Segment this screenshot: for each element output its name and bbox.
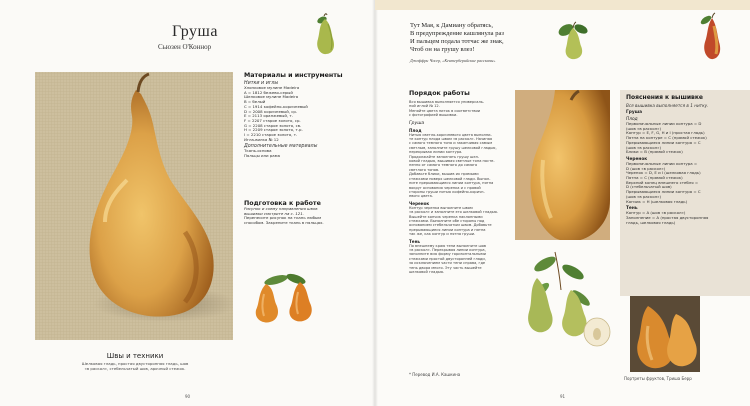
epigraph	[410, 22, 560, 63]
poem-line: Чтоб он на грушу влез!	[410, 46, 475, 53]
page-title: Груша	[172, 23, 218, 40]
shadow-line: за исключением части тени справа, где	[409, 261, 486, 266]
extra-line: Ткань-основа	[244, 148, 272, 154]
thread-line: Игла-вилка № 12	[244, 136, 279, 142]
prep-line: вышивки смотрите на с. 121.	[244, 210, 304, 216]
materials-heading: Материалы и инструменты	[244, 72, 343, 79]
work-order-intro	[409, 100, 507, 118]
key-group-title: Груша	[626, 110, 643, 115]
intro-line: Вся вышивка выполняется универсаль-	[409, 100, 485, 104]
key-group-lines	[626, 162, 744, 204]
fruit-line: Продолжайте заполнять грушу шел-	[409, 154, 480, 159]
fruit-line: Добавьте блики, вышив их прямыми	[409, 172, 479, 177]
key-line: Первоначальные линии контура =	[626, 160, 698, 166]
stitches-text	[40, 362, 230, 372]
fruit-line: ковой гладью, вышивая светлые тона посте-	[409, 159, 495, 164]
key-line: Пятна = C (прямой стежок)	[626, 175, 683, 181]
thread-line: F = 2207 старое золото, ср.	[244, 117, 301, 123]
fruit-portrait-photo	[630, 296, 700, 372]
pear-detail-photo	[515, 90, 610, 240]
preparation-section	[244, 200, 356, 226]
key-line: Первоначальные линии контура = D	[626, 121, 702, 126]
fruit-line: вокруг основания черенка и с правой	[409, 185, 481, 190]
key-group-title: Черенок	[626, 156, 648, 162]
stem-line: стежками. Выполните обе стороны под	[409, 218, 485, 223]
threads-heading: Нитки и иглы	[244, 81, 279, 86]
page-number-right: 91	[560, 394, 566, 399]
embroidered-pear-photo	[35, 72, 233, 340]
key-line: (шов «в раскол»)	[626, 144, 662, 150]
thread-line: D = 2008 коричневый, ср.	[244, 108, 298, 114]
key-line: Пятна на контуре = C (прямой стежок)	[626, 135, 707, 141]
extra-line: Пяльцы или рама	[244, 153, 280, 159]
stem-line: прерывающиеся линии контура и пятна	[409, 227, 486, 232]
stem-line: основанием стебельчатым швом. Добавьте	[409, 223, 492, 228]
stem-line: так же, как контур и пятна груши.	[409, 232, 476, 237]
prep-line: Рисунок и схему направления швов	[244, 206, 318, 211]
stem-line: Контур черенка выполните швом	[409, 205, 473, 210]
pear-embroidery-image	[35, 72, 233, 340]
work-order-heading: Порядок работы	[409, 90, 470, 97]
page-number-left: 90	[185, 394, 191, 399]
key-line: Контур = A (шов «в раскол»)	[626, 210, 686, 216]
key-group-lines	[626, 122, 744, 155]
shadow-text	[409, 244, 507, 275]
shadow-line: стежками простой двусторонней глади,	[409, 256, 486, 261]
stem-text	[409, 206, 507, 237]
fruit-line: с самого темного тона и заканчивая самым	[409, 141, 493, 146]
shadow-line: По внешнему краю тени выполните шов	[409, 243, 487, 248]
author-name: Сьюзен О'Коннор	[158, 43, 212, 51]
intro-line: Меняйте цвета ниток в соответствии	[409, 108, 481, 113]
shadow-subheading: Тень	[409, 238, 420, 244]
thread-line: Шелковое мулине Madeira	[244, 94, 299, 100]
prep-text	[244, 207, 356, 226]
stitches-heading: Швы и техники	[106, 352, 164, 360]
thread-line: C = 1914 кофейно-коричневый	[244, 103, 308, 109]
red-pear-icon	[698, 12, 724, 62]
book-gutter	[372, 0, 378, 406]
poem-citation: Джеффри Чосер, «Кентерберийские рассказы»	[410, 58, 496, 63]
pear-subheading: Груша	[409, 120, 425, 126]
embroidery-key-sidebar	[620, 90, 750, 296]
fruit-line: евого цвета.	[409, 194, 433, 199]
extra-materials-heading: Дополнительные материалы	[244, 144, 318, 150]
fruit-line: стороны груши нитью кофейно-коричн-	[409, 189, 485, 194]
key-line: Кончик = H (шелковая гладь)	[626, 198, 688, 204]
thread-line: H = 2209 старое золото, т.р.	[244, 127, 303, 133]
fruit-portrait-image	[630, 296, 700, 372]
thread-line: A = 1812 бежево-серый	[244, 89, 293, 95]
work-order-column	[409, 90, 507, 274]
thread-line: B = белый	[244, 99, 266, 105]
stitches-line: «в раскол», стебельчатый шов, арочный стежок.	[84, 365, 186, 371]
stitches-caption	[40, 352, 230, 372]
botanical-pear-illustration	[515, 250, 615, 350]
poem-line: В предупреждение кашлянула раз	[410, 30, 504, 37]
fruit-line: светлым, заполните грушу шелковой гладью,	[409, 145, 497, 150]
pear-with-leaves-icon	[558, 20, 588, 60]
stem-line: Вышейте кончик черенка наклонными	[409, 214, 483, 219]
key-group-title: Тень	[626, 206, 638, 212]
materials-section	[244, 72, 356, 159]
thread-line: E = 2113 оранжевый, т.	[244, 113, 293, 119]
stem-subheading: Черенок	[409, 200, 430, 206]
shadow-line: шелковой гладью.	[409, 270, 445, 274]
key-heading: Пояснения к вышивке	[626, 94, 703, 101]
fruit-line: перекрывая линии контура.	[409, 150, 463, 155]
fruit-line: ните прерывающиеся линии контура, пятна	[409, 181, 494, 186]
fruit-line: Нитью светло-коричневого цвета выполни-	[409, 132, 492, 137]
fruit-line: стежками поверх шелковой глади. Выпол-	[409, 176, 491, 181]
poem-line: И пальцем подала тотчас же знак,	[410, 38, 504, 45]
fruit-text	[409, 133, 507, 199]
fruit-line: пенно от самого темного до самого	[409, 163, 478, 168]
key-line: (шов «в раскол»)	[626, 193, 662, 199]
key-line: D (стебельчатый шов)	[626, 184, 672, 190]
fruit-line: те контур плода швом «в раскол». Начиная	[409, 137, 493, 142]
top-band-right	[375, 0, 750, 10]
key-line: (шов «в раскол»)	[626, 125, 662, 131]
threads-list	[244, 86, 356, 142]
key-line: Прерывающиеся линии контура = C	[626, 189, 701, 195]
key-note: Вся вышивка выполняется в 1 нитку.	[626, 103, 709, 108]
shadow-line: заполните всю форму горизонтальными	[409, 252, 486, 257]
pear-detail-image	[515, 90, 610, 240]
pear-icon	[312, 12, 338, 56]
thread-line: G = 2208 старое золото, св.	[244, 122, 302, 128]
key-line: Верхний конец внешнего стебля =	[626, 179, 699, 185]
thread-line: I = 2210 старое золото, т.	[244, 132, 298, 138]
key-line: Черенок = D, E и I (шелковая гладь)	[626, 170, 701, 176]
shadow-line: тень двора много. Эту часть вышейте	[409, 265, 482, 270]
key-line: Прерывающиеся линии контура = C	[626, 139, 701, 145]
key-line: Контур = E, F, G, H и I (простая гладь)	[626, 130, 705, 136]
poem-line: Тут Мая, к Дамиану обратясь,	[410, 22, 493, 29]
fruit-subheading: Плод	[409, 127, 422, 133]
key-group-lines	[626, 211, 744, 225]
key-line: Заполнение = A (простая двусторонняя	[626, 214, 709, 220]
extra-materials-list	[244, 149, 356, 158]
intro-line: ной иглой № 12.	[409, 104, 440, 109]
thread-line: Хлопковое мулине Madeira	[244, 85, 300, 90]
stitches-line: Шелковая гладь, простая двусторонняя гладь, шов	[81, 361, 189, 366]
pear-pair-illustration	[244, 272, 324, 324]
prep-line: способом. Закрепите ткань в пяльцах.	[244, 220, 324, 226]
prep-heading: Подготовка к работе	[244, 200, 321, 207]
key-group-subtitle: Плод	[626, 117, 638, 122]
key-line: гладь, шелковая гладь)	[626, 219, 676, 225]
photo-caption: Портреты фруктов, Триша Берр	[624, 376, 692, 381]
shadow-line: «в раскол». Перекрывая линии контура,	[409, 247, 486, 252]
key-line: D (шов «в раскол»)	[626, 165, 666, 171]
intro-line: с фотографией вышивки.	[409, 113, 458, 118]
fruit-line: светлого тонов.	[409, 167, 440, 172]
prep-line: Перенесите рисунок на ткань любым	[244, 215, 322, 221]
key-line: Блики = B (прямой стежок)	[626, 149, 683, 155]
stem-line: «в раскол» и заполните его шелковой гладью.	[409, 210, 499, 215]
footnote: * Перевод И.А. Кашкина	[409, 372, 461, 377]
